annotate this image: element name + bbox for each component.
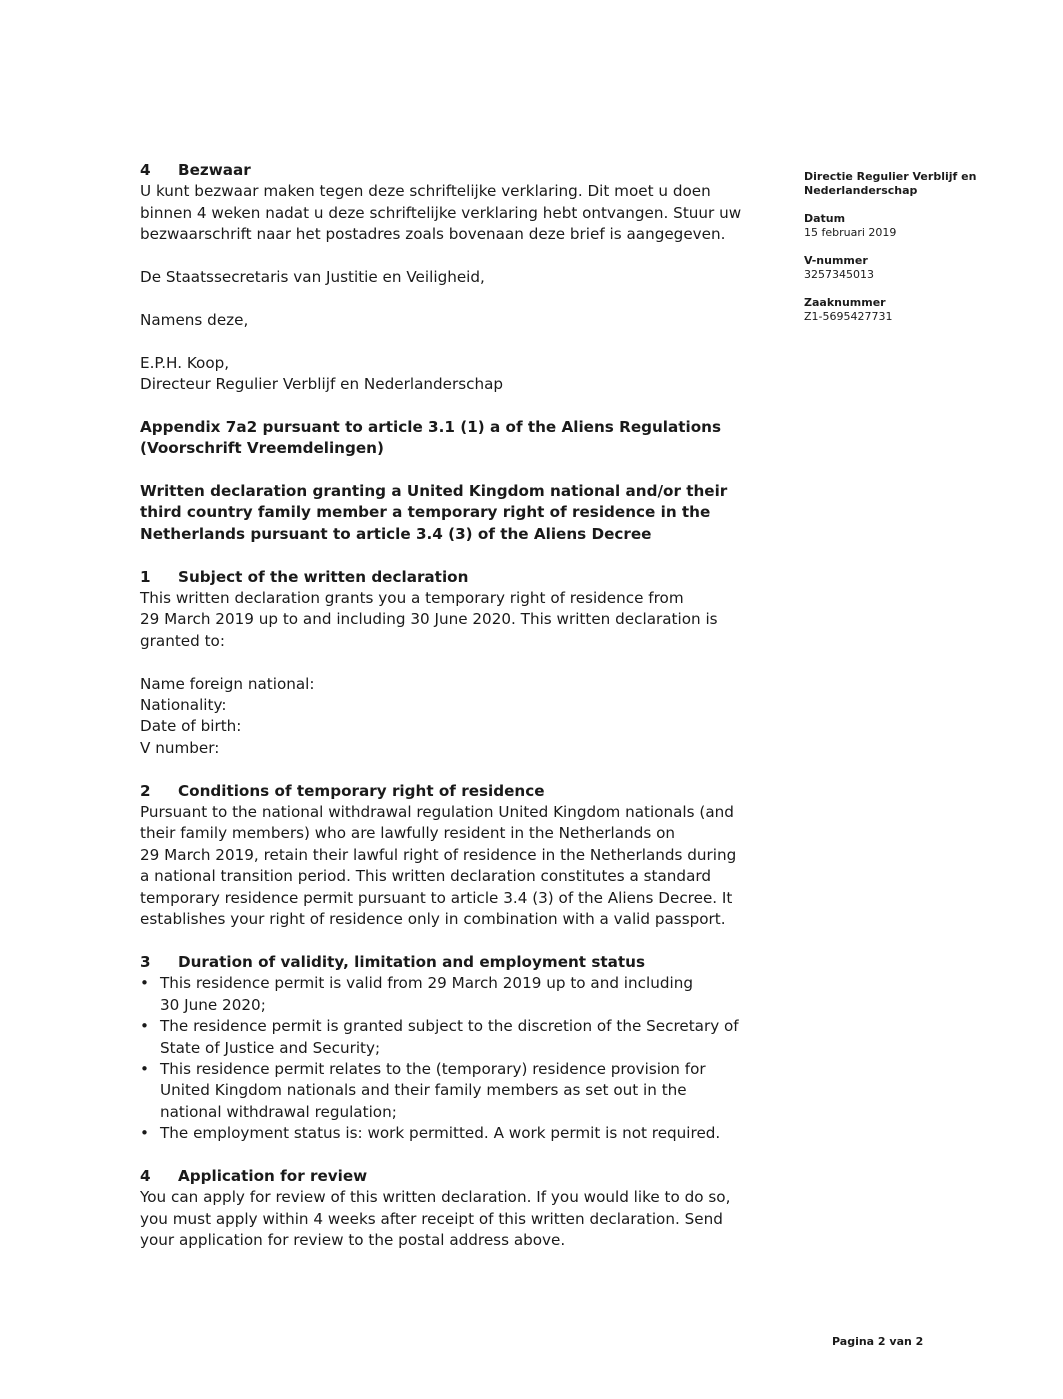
sec1-line: granted to: (140, 631, 225, 650)
bullet-icon: • (140, 974, 149, 993)
sec1-line: 29 March 2019 up to and including 30 June 2020. This written declaration is (140, 610, 718, 629)
on-behalf: Namens deze, (140, 310, 249, 329)
sec4-line: You can apply for review of this written declaration. If you would like to do so, (140, 1188, 731, 1207)
field-nationality: Nationality: (140, 696, 227, 715)
bullet-item: • This residence permit relates to the (temporary) residence provision for United Kingdom nationals and their family members as set out in the national withdrawal regulation; (140, 1059, 706, 1121)
sec2-line: their family members) who are lawfully resident in the Netherlands on (140, 824, 676, 843)
sec4-line: your application for review to the postal address above. (140, 1231, 566, 1250)
sec4-line: you must apply within 4 weeks after receipt of this written declaration. Send (140, 1209, 723, 1228)
declaration-title: third country family member a temporary right of residence in the (140, 503, 711, 522)
appendix-title: (Voorschrift Vreemdelingen) (140, 439, 384, 458)
page-number: Pagina 2 van 2 (832, 1335, 924, 1348)
section-heading-bezwaar: 4 Bezwaar (140, 161, 251, 179)
bullet-item: • The residence permit is granted subject to the discretion of the Secretary of State of Justice and Security; (140, 1017, 739, 1057)
sec2-line: a national transition period. This written declaration constitutes a standard (140, 867, 711, 886)
sidebar-date: Datum 15 februari 2019 (804, 212, 897, 239)
sec1-line: This written declaration grants you a temporary right of residence from (140, 589, 684, 608)
field-v-number: V number: (140, 738, 220, 757)
bezwaar-line: U kunt bezwaar maken tegen deze schriftelijke verklaring. Dit moet u doen (140, 182, 711, 201)
bezwaar-line: binnen 4 weken nadat u deze schriftelijke verklaring hebt ontvangen. Stuur uw (140, 203, 742, 222)
section-heading-4: 4 Application for review (140, 1166, 368, 1185)
signatory-role: Directeur Regulier Verblijf en Nederlanderschap (140, 375, 504, 394)
signatory-title: De Staatssecretaris van Justitie en Veiligheid, (140, 268, 485, 287)
bullet-item: • This residence permit is valid from 29 March 2019 up to and including 30 June 2020; (140, 974, 693, 1014)
bullet-item: • The employment status is: work permitted. A work permit is not required. (140, 1123, 790, 1144)
declaration-title: Netherlands pursuant to article 3.4 (3) of the Aliens Decree (140, 524, 652, 543)
letter-body (140, 160, 790, 1252)
bullet-icon: • (140, 1059, 149, 1078)
declaration-title: Written declaration granting a United Kingdom national and/or their (140, 482, 728, 501)
reference-sidebar (804, 170, 1004, 338)
sec2-line: establishes your right of residence only in combination with a valid passport. (140, 910, 726, 929)
field-date-of-birth: Date of birth: (140, 717, 242, 736)
section-heading-1: 1 Subject of the written declaration (140, 567, 469, 586)
appendix-title: Appendix 7a2 pursuant to article 3.1 (1) a of the Aliens Regulations (140, 417, 722, 436)
bezwaar-line: bezwaarschrift naar het postadres zoals bovenaan deze brief is aangegeven. (140, 225, 726, 244)
sec2-line: temporary residence permit pursuant to article 3.4 (3) of the Aliens Decree. It (140, 888, 733, 907)
field-name-foreign-national: Name foreign national: (140, 674, 315, 693)
sec2-line: 29 March 2019, retain their lawful right of residence in the Netherlands during (140, 845, 737, 864)
sec2-line: Pursuant to the national withdrawal regulation United Kingdom nationals (and (140, 803, 734, 822)
bullet-icon: • (140, 1124, 149, 1143)
section-heading-2: 2 Conditions of temporary right of residence (140, 781, 545, 800)
section-heading-3: 3 Duration of validity, limitation and employment status (140, 952, 646, 971)
sidebar-org: Directie Regulier Verblijf en Nederlanderschap (804, 170, 977, 197)
bullet-icon: • (140, 1017, 149, 1036)
sidebar-vnumber: V-nummer 3257345013 (804, 254, 874, 281)
signatory-name: E.P.H. Koop, (140, 353, 230, 372)
sidebar-case-number: Zaaknummer Z1-5695427731 (804, 296, 893, 323)
